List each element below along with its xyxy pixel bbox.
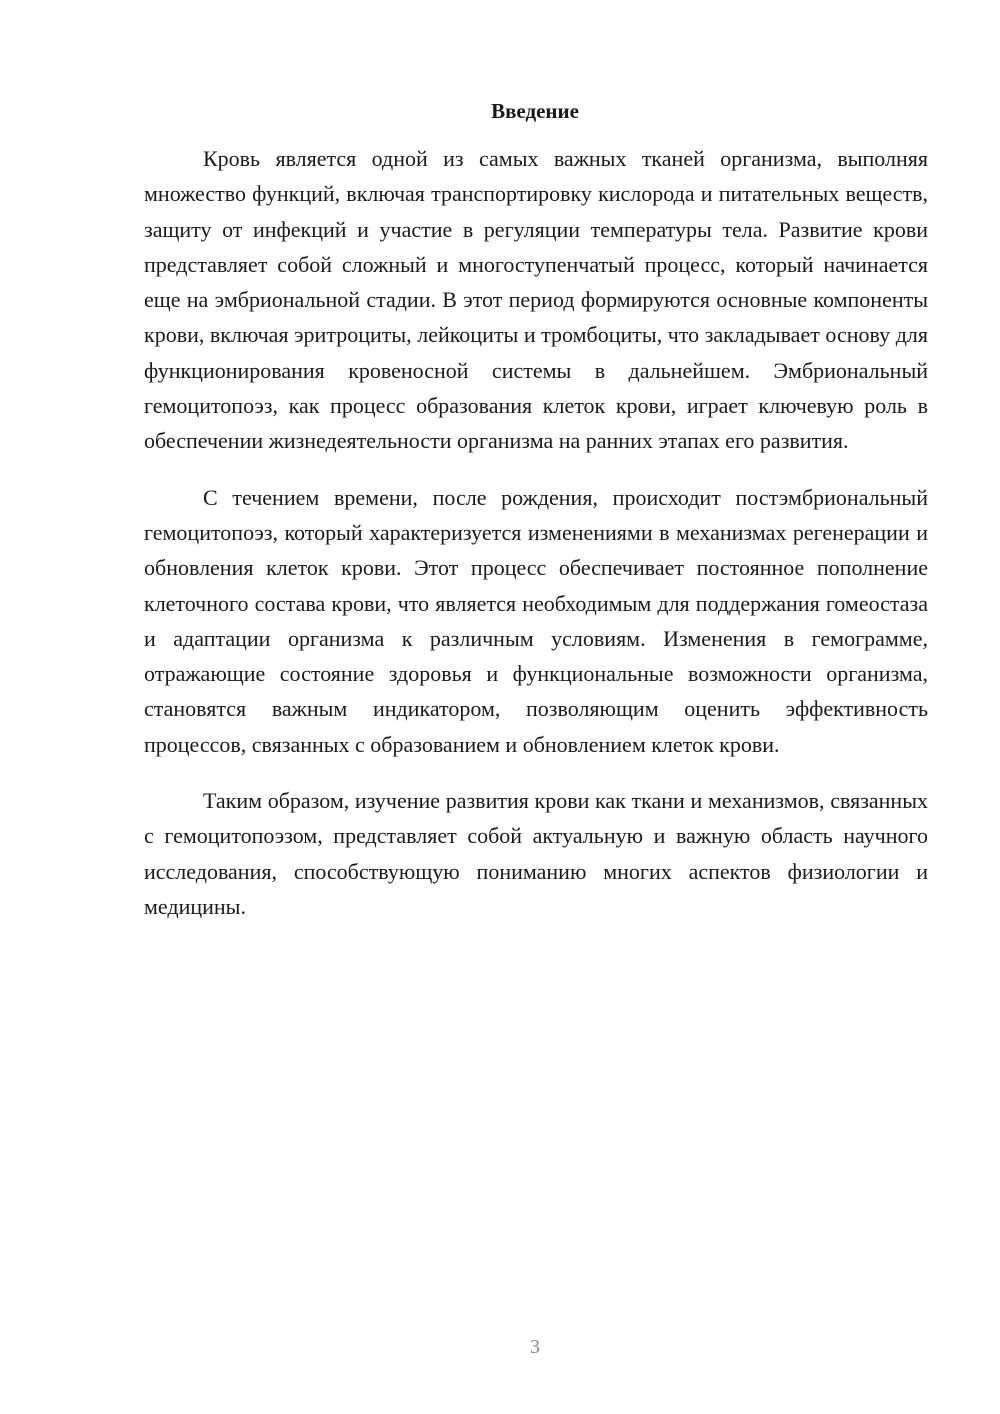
body-text	[144, 141, 928, 924]
page-number: 3	[530, 1336, 540, 1358]
paragraph-1: Кровь является одной из самых важных тканей организма, выполняя множество функций, включая транспортировку кислорода и питательных веществ, защиту от инфекций и участие в регуляции температуры тела. Развитие крови представляет собой сложный и многоступенчатый процесс, который начинается еще на эмбриональной стадии. В этот период формируются основные компоненты крови, включая эритроциты, лейкоциты и тромбоциты, что закладывает основу для функционирования кровеносной системы в дальнейшем. Эмбриональный гемоцитопоэз, как процесс образования клеток крови, играет ключевую роль в обеспечении жизнедеятельности организма на ранних этапах его развития.	[144, 146, 928, 454]
paragraph-2: С течением времени, после рождения, происходит постэмбриональный гемоцитопоэз, который характеризуется изменениями в механизмах регенерации и обновления клеток крови. Этот процесс обеспечивает постоянное пополнение клеточного состава крови, что является необходимым для поддержания гомеостаза и адаптации организма к различным условиям. Изменения в гемограмме, отражающие состояние здоровья и функциональные возможности организма, становятся важным индикатором, позволяющим оценить эффективность процессов, связанных с образованием и обновлением клеток крови.	[144, 484, 928, 757]
section-title: Введение	[491, 99, 579, 123]
paragraph-3: Таким образом, изучение развития крови как ткани и механизмов, связанных с гемоцитопоэзом, представляет собой актуальную и важную область научного исследования, способствующую пониманию многих аспектов физиологии и медицины.	[144, 788, 928, 919]
